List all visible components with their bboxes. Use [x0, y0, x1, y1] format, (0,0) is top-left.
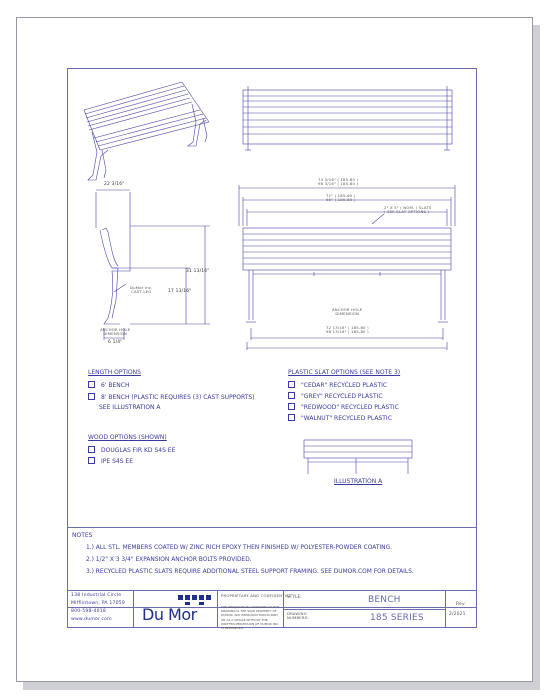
- anchor-hole-label-side: ANCHOR HOLE DIMENSION: [100, 327, 131, 336]
- seat-length-dimension: 71" ( 185-60 ) 95" ( 185-80 ): [326, 193, 356, 202]
- note-3: 3.) RECYCLED PLASTIC SLATS REQUIRE ADDITIONAL STEEL SUPPORT FRAMING. SEE DUMOR.COM FOR DETAILS.: [86, 569, 414, 575]
- wood-option-douglas-fir: DOUGLAS FIR KD S4S EE: [88, 446, 175, 454]
- address-line-1: 138 Industrial Circle: [71, 593, 122, 598]
- height-dimension: 31 13/16": [186, 269, 210, 274]
- phone-number: 800-598-4018: [71, 609, 106, 614]
- cast-leg-label: DuMor Inc. CAST LEG: [130, 285, 153, 294]
- slat-callout: 2" X 5" ( NOM. ) SLATS ( SEE SLAT OPTIONS ): [384, 205, 432, 214]
- seat-height-dimension: 17 13/16": [168, 289, 192, 294]
- checkbox-cedar[interactable]: [288, 381, 295, 388]
- slat-option-redwood: "REDWOOD" RECYCLED PLASTIC: [288, 403, 399, 411]
- proprietary-cell: [218, 591, 292, 631]
- slat-option-walnut: "WALNUT" RECYCLED PLASTIC: [288, 414, 392, 422]
- length-option-8ft: 8' BENCH (PLASTIC REQUIRES (3) CAST SUPPORTS): [88, 393, 255, 401]
- checkbox-walnut[interactable]: [288, 414, 295, 421]
- anchor-hole-label-front: ANCHOR HOLE DIMENSION: [332, 307, 363, 316]
- address-cell: [68, 591, 134, 627]
- logo-cell: [134, 591, 218, 627]
- checkbox-8ft[interactable]: [88, 393, 95, 400]
- checkbox-redwood[interactable]: [288, 403, 295, 410]
- overall-length-dimension: 74 3/16" ( 185-60 ) 98 3/16" ( 185-80 ): [318, 177, 359, 186]
- illustration-a-label: ILLUSTRATION A: [334, 478, 383, 485]
- length-option-6ft: 6' BENCH: [88, 381, 129, 389]
- checkbox-grey[interactable]: [288, 392, 295, 399]
- anchor-hole-side-value: 6 1/4": [108, 340, 123, 345]
- length-options-title: LENGTH OPTIONS: [88, 369, 141, 376]
- depth-dimension: 22 3/16": [104, 182, 125, 187]
- checkbox-douglas-fir[interactable]: [88, 446, 95, 453]
- wood-options-title: WOOD OPTIONS (SHOWN): [88, 434, 167, 441]
- proprietary-text: THE INFORMATION CONTAINED IN THIS DRAWING IS THE SOLE PROPERTY OF DUMOR. ANY REPRODUCTION IN PART OR AS A WHOLE WITHOUT THE WRITTEN PERMISSION OF DUMOR INC. IS PROHIBITED.: [221, 605, 280, 631]
- note-2: 2.) 1/2" X 3 3/4" EXPANSION ANCHOR BOLTS PROVIDED.: [86, 557, 252, 563]
- illustration-a-bench: [304, 440, 412, 474]
- proprietary-title: PROPRIETARY AND CONFIDENTIAL: [221, 593, 292, 598]
- style-label: STYLE:: [287, 594, 302, 599]
- website-link[interactable]: www.dumor.com: [71, 617, 112, 622]
- checkbox-ipe[interactable]: [88, 457, 95, 464]
- anchor-hole-front-value: 72 13/16" ( 185-60 ) 96 13/16" ( 185-80 ): [326, 325, 369, 334]
- slat-option-cedar: "CEDAR" RECYCLED PLASTIC: [288, 381, 387, 389]
- notes-title: NOTES: [72, 532, 93, 539]
- back-elevation-view: [243, 86, 452, 150]
- slat-option-grey: "GREY" RECYCLED PLASTIC: [288, 392, 383, 400]
- style-cell: [284, 591, 446, 627]
- checkbox-6ft[interactable]: [88, 381, 95, 388]
- rev-value: 2/2021: [449, 612, 466, 617]
- wood-option-ipe: IPE S4S EE: [88, 457, 133, 465]
- isometric-bench-view: [84, 82, 209, 180]
- slat-options-title: PLASTIC SLAT OPTIONS (SEE NOTE 3): [288, 369, 401, 376]
- dumor-logo-wordmark: Du Mor: [142, 605, 197, 624]
- title-block: [67, 590, 477, 631]
- drawing-label: DRAWING NUMBERS:: [287, 611, 309, 620]
- side-elevation-view: [96, 190, 210, 340]
- rev-label: Rev.: [456, 602, 467, 607]
- note-1: 1.) ALL STL. MEMBERS COATED W/ ZINC RICH EPOXY THEN FINISHED W/ POLYESTER-POWDER COATING.: [86, 545, 393, 551]
- revision-cell: [446, 591, 476, 627]
- address-line-2: Mifflintown, PA 17059: [71, 601, 126, 606]
- drawing-value: 185 SERIES: [370, 613, 424, 623]
- style-value: BENCH: [368, 595, 401, 605]
- length-options-note: SEE ILLUSTRATION A: [99, 404, 161, 411]
